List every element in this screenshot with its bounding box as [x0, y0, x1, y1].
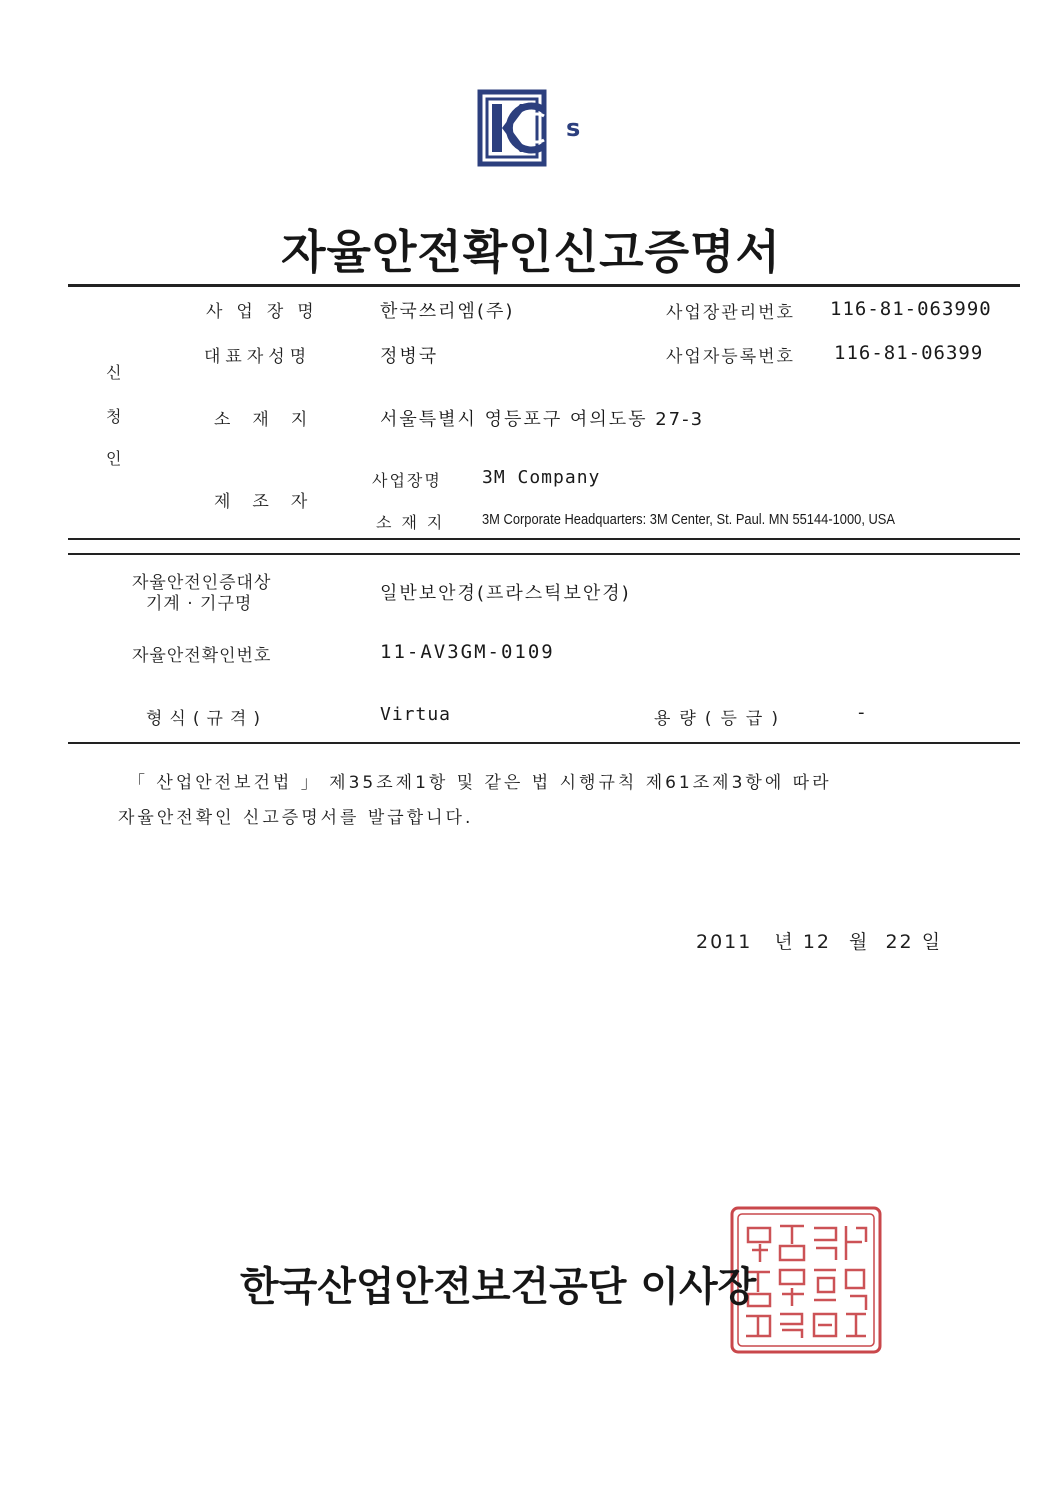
- middle-rule-2: [68, 553, 1020, 555]
- model-label: 형식(규격): [146, 709, 267, 729]
- middle-rule-1: [68, 538, 1020, 540]
- applicant-vertical-label-1: 신: [106, 363, 122, 382]
- issue-year-unit: 년: [774, 931, 795, 953]
- address: 서울특별시 영등포구 여의도동 27-3: [380, 409, 705, 430]
- issue-day-unit: 일: [921, 931, 943, 953]
- target-label-line2: 기계 · 기구명: [146, 594, 253, 614]
- target-label-line1: 자율안전인증대상: [132, 573, 272, 593]
- confirm-no-label: 자율안전확인번호: [132, 646, 272, 666]
- manufacturer-label: 제조자: [214, 492, 330, 512]
- target-name: 일반보안경(프라스틱보안경): [380, 583, 631, 604]
- issuer-name: 한국산업안전보건공단 이사장: [240, 1264, 757, 1310]
- representative-label: 대표자성명: [204, 347, 312, 367]
- manufacturer-address-label: 소재지: [376, 513, 453, 532]
- issue-month: 12: [802, 931, 831, 953]
- statement-line-2: 자율안전확인 신고증명서를 발급합니다.: [118, 808, 474, 828]
- workplace-name-label: 사업장명: [206, 302, 328, 322]
- kcs-logo: [474, 86, 584, 170]
- representative: 정병국: [380, 346, 439, 367]
- issue-month-unit: 월: [849, 931, 870, 953]
- business-reg-no-label: 사업자등록번호: [666, 347, 795, 367]
- issue-date: [696, 927, 942, 954]
- issue-year: 2011: [696, 931, 753, 953]
- confirm-no: 11-AV3GM-0109: [380, 641, 555, 663]
- capacity-label: 용량(등급): [654, 709, 787, 729]
- bottom-rule: [68, 742, 1020, 744]
- manufacturer-name: 3M Company: [482, 467, 601, 488]
- top-rule: [68, 284, 1020, 287]
- model-value: Virtua: [380, 704, 452, 725]
- manufacturer-address: 3M Corporate Headquarters: 3M Center, St. Paul. MN 55144-1000, USA: [482, 511, 896, 528]
- workplace-mgmt-no: 116-81-063990: [830, 298, 992, 320]
- statement-line-1: 「 산업안전보건법 」 제35조제1항 및 같은 법 시행규칙 제61조제3항에 따라: [128, 773, 832, 793]
- manufacturer-name-label: 사업장명: [372, 471, 442, 490]
- applicant-vertical-label-2: 청: [106, 407, 122, 426]
- issue-day: 22: [885, 931, 914, 953]
- document-title: 자율안전확인신고증명서: [281, 225, 781, 279]
- workplace-mgmt-no-label: 사업장관리번호: [666, 303, 795, 323]
- capacity-value: -: [858, 702, 867, 723]
- workplace-name: 한국쓰리엠(주): [380, 301, 515, 322]
- applicant-vertical-label-3: 인: [106, 449, 122, 468]
- svg-text:s: s: [566, 114, 581, 142]
- business-reg-no: 116-81-06399: [834, 342, 984, 364]
- address-label: 소재지: [214, 410, 330, 430]
